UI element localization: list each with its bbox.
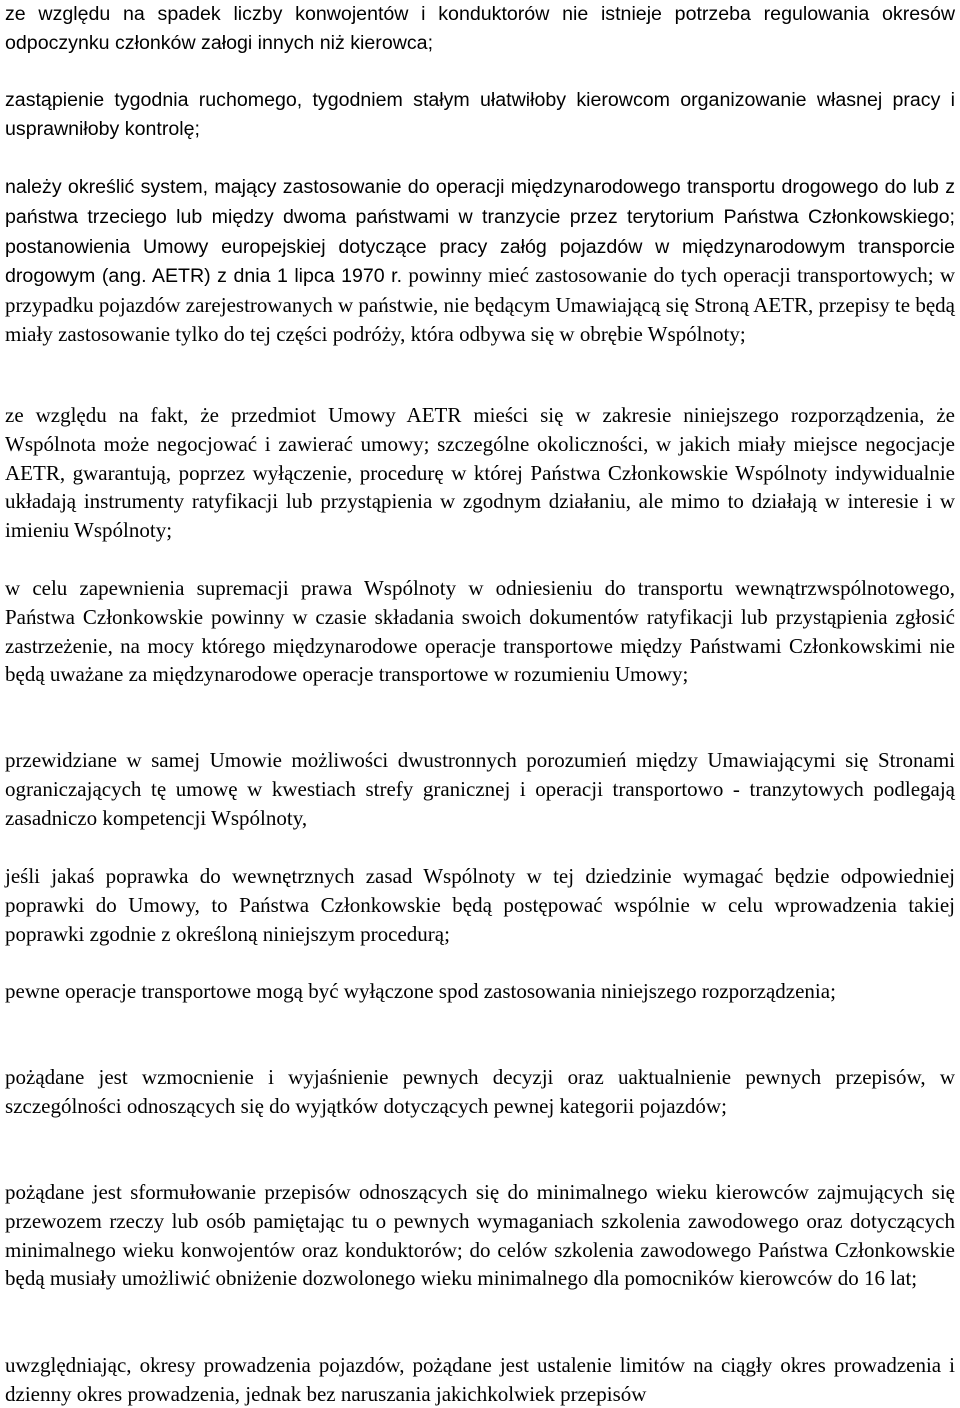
- paragraph-3-serif-part: powinny mieć zastosowanie do tych operacji transportowych; w przypadku pojazdów zarejestrowanych w państwie, nie będącym Umawiającą się Stroną AETR, przepisy te będą miały zastosowanie tylko do tej części podróży, która odbywa się w obrębie Wspólnoty;: [5, 263, 955, 346]
- paragraph-2: zastąpienie tygodnia ruchomego, tygodniem stałym ułatwiłoby kierowcom organizowanie własnej pracy i usprawniłoby kontrolę;: [5, 89, 955, 140]
- paragraph-3-sans-part: należy określić system, mający zastosowanie do operacji międzynarodowego transportu drogowego do lub z państwa trzeciego lub między dwoma państwami w tranzycie przez terytorium Państwa Członkowskiego; postanowienia Umowy europejskiej dotyczące pracy załóg pojazdów w międzynarodowym transporcie drogowym (ang. AETR) z dnia 1 lipca 1970 r.: [5, 176, 955, 288]
- paragraph-1: ze względu na spadek liczby konwojentów i konduktorów nie istnieje potrzeba regulowania okresów odpoczynku członków załogi innych niż kierowca;: [5, 3, 955, 54]
- paragraph-6: przewidziane w samej Umowie możliwości dwustronnych porozumień między Umawiającymi się Stronami ograniczających tę umowę w kwestiach strefy granicznej i operacji transportowo - tranzytowych podlegają zasadniczo kompetencji Wspólnoty,: [5, 748, 955, 830]
- paragraph-8: pewne operacje transportowe mogą być wyłączone spod zastosowania niniejszego rozporządzenia;: [5, 979, 836, 1003]
- paragraph-3: [5, 172, 955, 349]
- paragraph-10: pożądane jest sformułowanie przepisów odnoszących się do minimalnego wieku kierowców zajmujących się przewozem rzeczy lub osób pamiętając tu o pewnych wymaganiach szkolenia zawodowego oraz dotyczących minimalnego wieku konwojentów oraz konduktorów; do celów szkolenia zawodowego Państwa Członkowskie będą musiały umożliwić obniżenie dozwolonego wieku minimalnego dla pomocników kierowców do 16 lat;: [5, 1180, 955, 1291]
- paragraph-7: jeśli jakaś poprawka do wewnętrznych zasad Wspólnoty w tej dziedzinie wymagać będzie odpowiedniej poprawki do Umowy, to Państwa Członkowskie będą postępować wspólnie w celu wprowadzenia takiej poprawki zgodnie z określoną niniejszym procedurą;: [5, 864, 955, 946]
- paragraph-11: uwzględniając, okresy prowadzenia pojazdów, pożądane jest ustalenie limitów na ciągły okres prowadzenia i dzienny okres prowadzenia, jednak bez naruszania jakichkolwiek przepisów: [5, 1353, 955, 1406]
- paragraph-4: ze względu na fakt, że przedmiot Umowy AETR mieści się w zakresie niniejszego rozporządzenia, że Wspólnota może negocjować i zawierać umowy; szczególne okoliczności, w jakich miały miejsce negocjacje AETR, gwarantują, poprzez wyłączenie, procedurę w której Państwa Członkowskie Wspólnoty indywidualnie układają instrumenty ratyfikacji lub przystąpienia w zgodnym działaniu, ale mimo to działają w interesie i w imieniu Wspólnoty;: [5, 403, 955, 543]
- paragraph-9: pożądane jest wzmocnienie i wyjaśnienie pewnych decyzji oraz uaktualnienie pewnych przepisów, w szczególności odnoszących się do wyjątków dotyczących pewnej kategorii pojazdów;: [5, 1065, 955, 1118]
- paragraph-5: w celu zapewnienia supremacji prawa Wspólnoty w odniesieniu do transportu wewnątrzwspólnotowego, Państwa Członkowskie powinny w czasie składania swoich dokumentów ratyfikacji lub przystąpienia zgłosić zastrzeżenie, na mocy którego międzynarodowe operacje transportowe między Państwami Członkowskimi nie będą uważane za międzynarodowe operacje transportowe w rozumieniu Umowy;: [5, 576, 955, 687]
